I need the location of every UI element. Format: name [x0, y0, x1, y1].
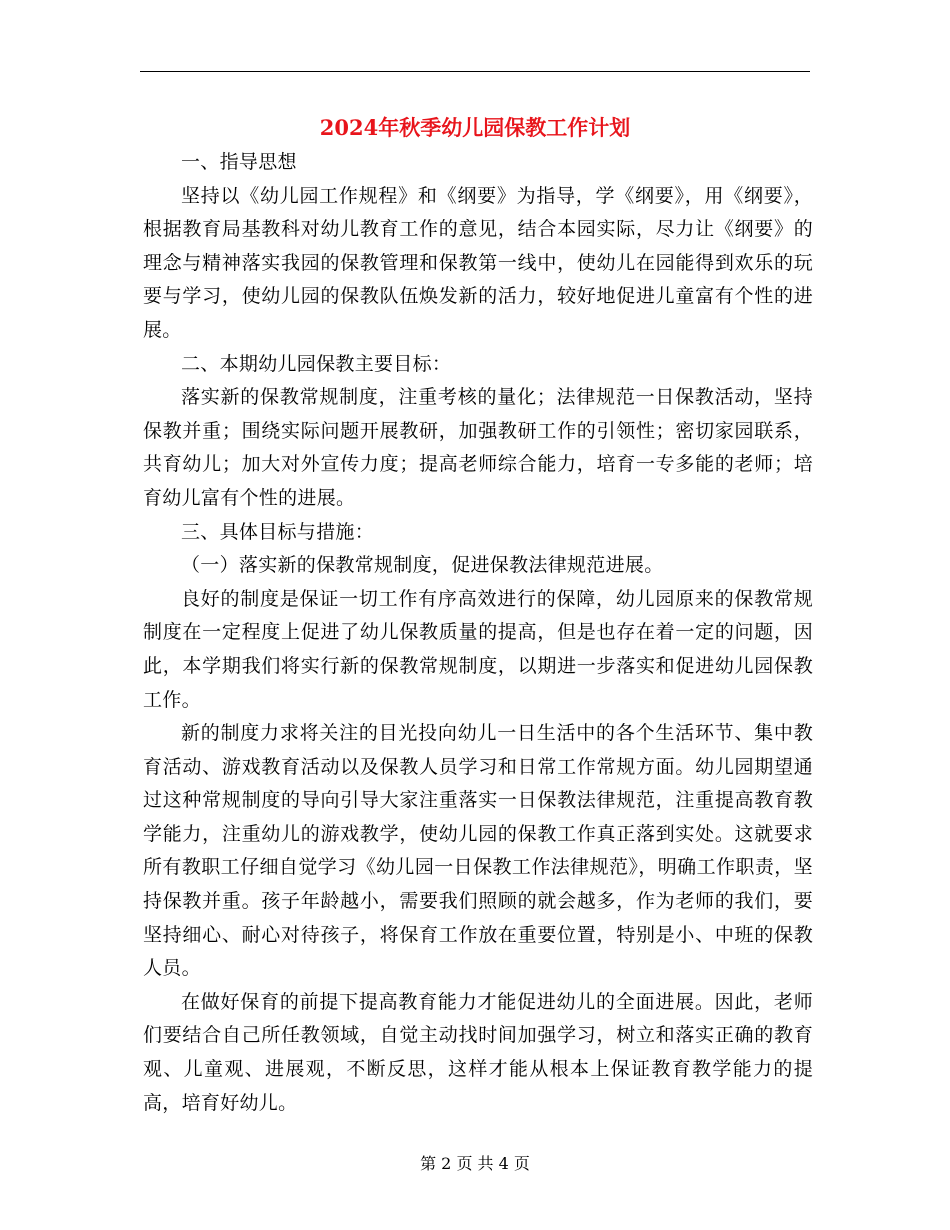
paragraph-education-ability: 在做好保育的前提下提高教育能力才能促进幼儿的全面进展。因此，老师们要结合自己所任教领域，自觉主动找时间加强学习，树立和落实正确的教育观、儿童观、进展观，不断反思，这样才能从根本上保证教育教学能力的提高，培育好幼儿。 [143, 990, 813, 1114]
paragraph-guiding-ideology: 坚持以《幼儿园工作规程》和《纲要》为指导，学《纲要》，用《纲要》，根据教育局基教科对幼儿教育工作的意见，结合本园实际，尽力让《纲要》的理念与精神落实我园的保教管理和保教第一线中，使幼儿在园能得到欢乐的玩要与学习，使幼儿园的保教队伍焕发新的活力，较好地促进儿童富有个性的进展。 [143, 184, 813, 341]
paragraph-system: 良好的制度是保证一切工作有序高效进行的保障，幼儿园原来的保教常规制度在一定程度上促进了幼儿保教质量的提高，但是也存在着一定的问题，因此，本学期我们将实行新的保教常规制度，以期进一步落实和促进幼儿园保教工作。 [143, 587, 813, 711]
subsection-heading-1: （一）落实新的保教常规制度，促进保教法律规范进展。 [181, 554, 664, 577]
section-heading-guiding-ideology: 一、指导思想 [181, 151, 297, 173]
header-rule [140, 71, 810, 72]
paragraph-new-system: 新的制度力求将关注的目光投向幼儿一日生活中的各个生活环节、集中教育活动、游戏教育活动以及保教人员学习和日常工作常规方面。幼儿园期望通过这种常规制度的导向引导大家注重落实一日保教法律规范，注重提高教育教学能力，注重幼儿的游戏教学，使幼儿园的保教工作真正落到实处。这就要求所有教职工仔细自觉学习《幼儿园一日保教工作法律规范》，明确工作职责，坚持保教并重。孩子年龄越小，需要我们照顾的就会越多，作为老师的我们，要坚持细心、耐心对待孩子，将保育工作放在重要位置，特别是小、中班的保教人员。 [143, 722, 813, 980]
section-heading-specific-measures: 三、具体目标与措施： [181, 520, 375, 543]
section-heading-main-goals: 二、本期幼儿园保教主要目标： [181, 352, 452, 375]
document-body [143, 146, 813, 1120]
paragraph-main-goals: 落实新的保教常规制度，注重考核的量化；法律规范一日保教活动，坚持保教并重；围绕实际问题开展教研，加强教研工作的引领性；密切家园联系，共育幼儿；加大对外宣传力度；提高老师综合能力，培育一专多能的老师；培育幼儿富有个性的进展。 [143, 386, 813, 509]
page-footer: 第 2 页 共 4 页 [420, 1154, 530, 1173]
document-title: 2024年秋季幼儿园保教工作计划 [319, 115, 631, 140]
